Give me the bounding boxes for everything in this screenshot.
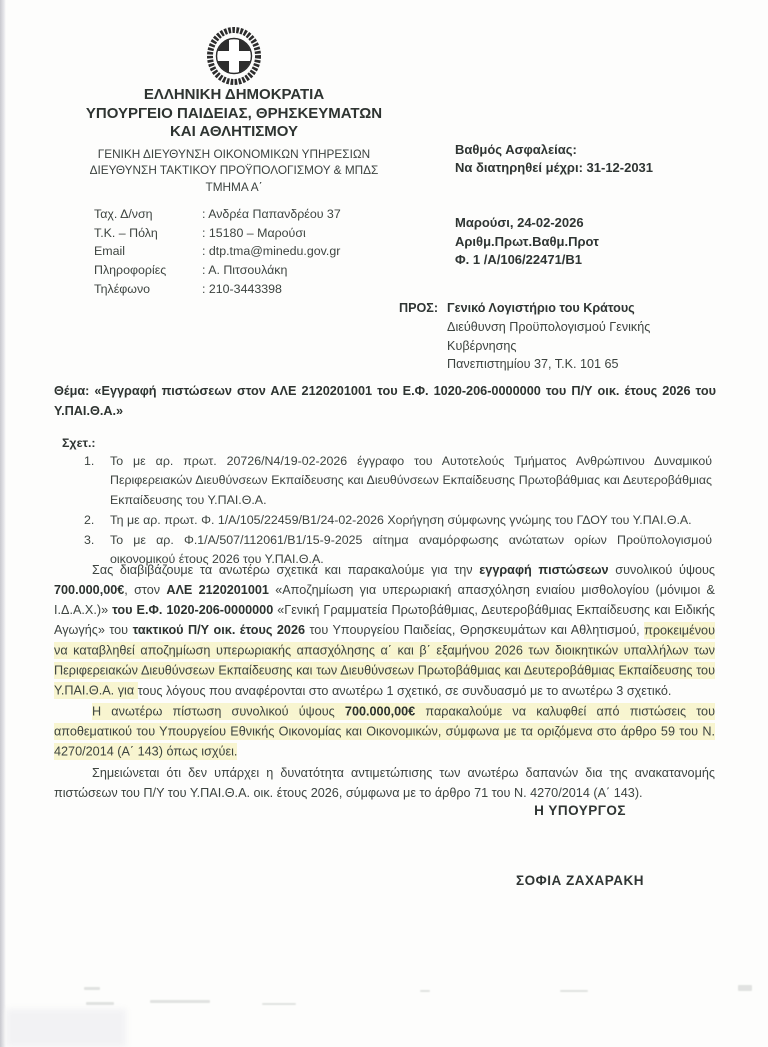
reference-item: [62, 511, 714, 530]
protocol-caption: Αριθμ.Πρωτ.Βαθμ.Προτ: [455, 233, 599, 249]
security-value: Να διατηρηθεί μέχρι: 31-12-2031: [455, 160, 654, 175]
body-text: «Γενική Γραμματεία Πρωτοβάθμιας, Δευτεροβάθμιας Εκπαίδευσης και Ειδικής Αγωγής» του: [54, 603, 715, 638]
body-text: Σας διαβιβάζουμε τα ανωτέρω σχετικά και παρακαλούμε για την: [92, 563, 480, 577]
recipient-name: Γενικό Λογιστήριο του Κράτους: [447, 301, 635, 315]
reference-item: [62, 452, 714, 510]
body-text: του Υπουργείου Παιδείας, Θρησκευμάτων και Αθλητισμού,: [305, 623, 645, 638]
scan-corner-shade: [6, 1009, 126, 1047]
letter-body: [54, 560, 715, 803]
body-text-bold: εγγραφή πιστώσεων: [479, 563, 609, 577]
recipient-line: Πανεπιστημίου 37, Τ.Κ. 101 65: [447, 357, 619, 372]
body-paragraph-2: [54, 702, 715, 762]
references-block: [62, 436, 714, 571]
contact-row-information: [94, 261, 341, 280]
scan-artifact: [86, 1002, 114, 1005]
highlighted-text: προκειμένου να καταβληθεί αποζημίωση υπερωριακής απασχόλησης α΄ και β΄ εξαμήνου 2026 των διοικητικών υπαλλήλων των Περιφερειακών Διευθύνσεων Εκπαίδευσης και των Διευθύνσεων Πρωτοβάθμιας και Δευτεροβάθμιας Εκπαίδευσης του Υ.ΠΑΙ.Θ.Α. για: [54, 623, 715, 698]
recipient-address: [447, 299, 650, 374]
contact-row-email: [94, 242, 341, 261]
contact-label: Τηλέφωνο: [94, 281, 151, 296]
reference-text: Το με αρ. πρωτ. 20726/Ν4/19-02-2026 έγγραφο του Αυτοτελούς Τμήματος Ανθρώπινου Δυναμικού Περιφερειακών Διευθύνσεων Εκπαίδευσης και Διευθύνσεων Εκπαίδευσης Πρωτοβάθμιας και Δευτεροβάθμιας Εκπαίδευσης του Υ.ΠΑΙ.Θ.Α.: [110, 454, 712, 507]
ale-code: ΑΛΕ 2120201001: [166, 583, 269, 598]
recipient-line: Διεύθυνση Προϋπολογισμού Γενικής: [447, 319, 651, 334]
letterhead: [34, 86, 434, 195]
reference-number: 3.: [84, 533, 95, 548]
recipient-block: [399, 299, 650, 374]
ministry-title-line2: ΚΑΙ ΑΘΛΗΤΙΣΜΟΥ: [169, 123, 299, 140]
city-and-date: Μαρούσι, 24-02-2026: [455, 215, 584, 230]
security-classification: [455, 141, 653, 177]
highlighted-text: παρακαλούμε να καλυφθεί από πιστώσεις του αποθεματικού του Υπουργείου Εθνικής Οικονομίας και Οικονομικών, σύμφωνα με τα οριζόμενα στο άρθρο 59 του Ν. 4270/2014 (Α΄ 143) όπως ισχύει.: [54, 704, 715, 759]
contact-value: : Ανδρέα Παπανδρέου 37: [202, 207, 341, 221]
scan-artifact: [262, 1003, 296, 1005]
body-text: , στον: [124, 583, 167, 598]
body-text: συνολικού ύψους: [608, 563, 716, 577]
scan-artifact: [560, 990, 588, 992]
reference-text: Το με αρ. Φ.1/Α/507/112061/Β1/15-9-2025 αίτημα αναμόρφωσης ανώτατων ορίων Προϋπολογισμού οικονομικού έτους 2026 του Υ.ΠΑΙ.Θ.Α.: [110, 533, 712, 567]
contact-value: : Α. Πιτσουλάκη: [202, 263, 288, 278]
directorate-general: ΓΕΝΙΚΗ ΔΙΕΥΘΥΝΣΗ ΟΙΚΟΝΟΜΙΚΩΝ ΥΠΗΡΕΣΙΩΝ: [97, 146, 371, 161]
contact-value: : 210-3443398: [202, 281, 282, 296]
scan-artifact: [150, 1000, 210, 1003]
scan-artifact: [84, 987, 100, 990]
body-text: Σημειώνεται ότι δεν υπάρχει η δυνατότητα αντιμετώπισης των ανωτέρω δαπανών δια της ανακατανομής πιστώσεων του Π/Υ του Υ.ΠΑΙ.Θ.Α. οικ. έτους 2026, σύμφωνα με το άρθρο 71 του Ν. 4270/2014 (Α΄ 143).: [54, 765, 715, 801]
scan-artifact: [420, 990, 430, 992]
references-label: Σχετ.:: [62, 436, 96, 450]
ministry-title-line1: ΥΠΟΥΡΓΕΙΟ ΠΑΙΔΕΙΑΣ, ΘΡΗΣΚΕΥΜΑΤΩΝ: [85, 104, 383, 122]
reference-number: 1.: [84, 454, 95, 468]
republic-title: ΕΛΛΗΝΙΚΗ ΔΗΜΟΚΡΑΤΙΑ: [143, 86, 325, 103]
security-label: Βαθμός Ασφαλείας:: [455, 142, 577, 157]
body-text: «Αποζημίωση για υπερωριακή απασχόληση ενιαίου μισθολογίου (μόνιμοι & Ι.Δ.Α.Χ.)»: [54, 583, 715, 618]
department: ΤΜΗΜΑ Α΄: [205, 179, 263, 194]
contact-row-address: [94, 205, 341, 224]
signatory-name: ΣΟΦΙΑ ΖΑΧΑΡΑΚΗ: [516, 873, 644, 888]
scan-artifact: [738, 985, 752, 991]
ef-code: του Ε.Φ. 1020-206-0000000: [112, 603, 274, 618]
highlighted-text: Η ανωτέρω πίστωση συνολικού ύψους: [92, 704, 345, 719]
contact-value: : dtp.tma@minedu.gov.gr: [202, 244, 341, 259]
protocol-number: Φ. 1 /Α/106/22471/Β1: [455, 252, 583, 267]
recipient-label: ΠΡΟΣ:: [399, 301, 439, 315]
reference-number: 2.: [84, 512, 95, 527]
credit-amount: 700.000,00€: [344, 704, 416, 719]
contact-block: [94, 205, 341, 299]
signatory-title: Η ΥΠΟΥΡΓΟΣ: [534, 803, 626, 818]
contact-row-phone: [94, 280, 341, 299]
reference-text: Τη με αρ. πρωτ. Φ. 1/Α/105/22459/Β1/24-02-2026 Χορήγηση σύμφωνης γνώμης του ΓΔΟΥ του Υ.ΠΑΙ.Θ.Α.: [110, 512, 692, 527]
credit-amount: 700.000,00€: [54, 583, 125, 598]
contact-label: Πληροφορίες: [94, 263, 167, 278]
contact-label: Ταχ. Δ/νση: [94, 207, 153, 221]
body-paragraph-3: [54, 763, 715, 803]
directorate: ΔΙΕΥΘΥΝΣΗ ΤΑΚΤΙΚΟΥ ΠΡΟΫΠΟΛΟΓΙΣΜΟΥ & ΜΠΔΣ: [89, 163, 379, 177]
contact-value: : 15180 – Μαρούσι: [202, 225, 306, 240]
body-paragraph-1: [54, 560, 715, 701]
contact-row-postcode: [94, 224, 341, 243]
body-text: τους λόγους που αναφέρονται στο ανωτέρω 1 σχετικό, σε συνδυασμό με το ανωτέρω 3 σχετικό.: [137, 683, 672, 698]
scan-page-edge: [0, 0, 6, 1047]
body-text-bold: τακτικού Π/Υ οικ. έτους 2026: [132, 623, 306, 638]
contact-label: Email: [94, 244, 125, 259]
contact-label: Τ.Κ. – Πόλη: [94, 225, 158, 240]
greek-republic-emblem-icon: [206, 26, 262, 86]
protocol-block: [455, 214, 599, 270]
subject-line: Θέμα: «Εγγραφή πιστώσεων στον ΑΛΕ 2120201001 του Ε.Φ. 1020-206-0000000 του Π/Υ οικ. έτους 2026 του Υ.ΠΑΙ.Θ.Α.»: [54, 384, 716, 418]
recipient-line: Κυβέρνησης: [447, 338, 517, 353]
